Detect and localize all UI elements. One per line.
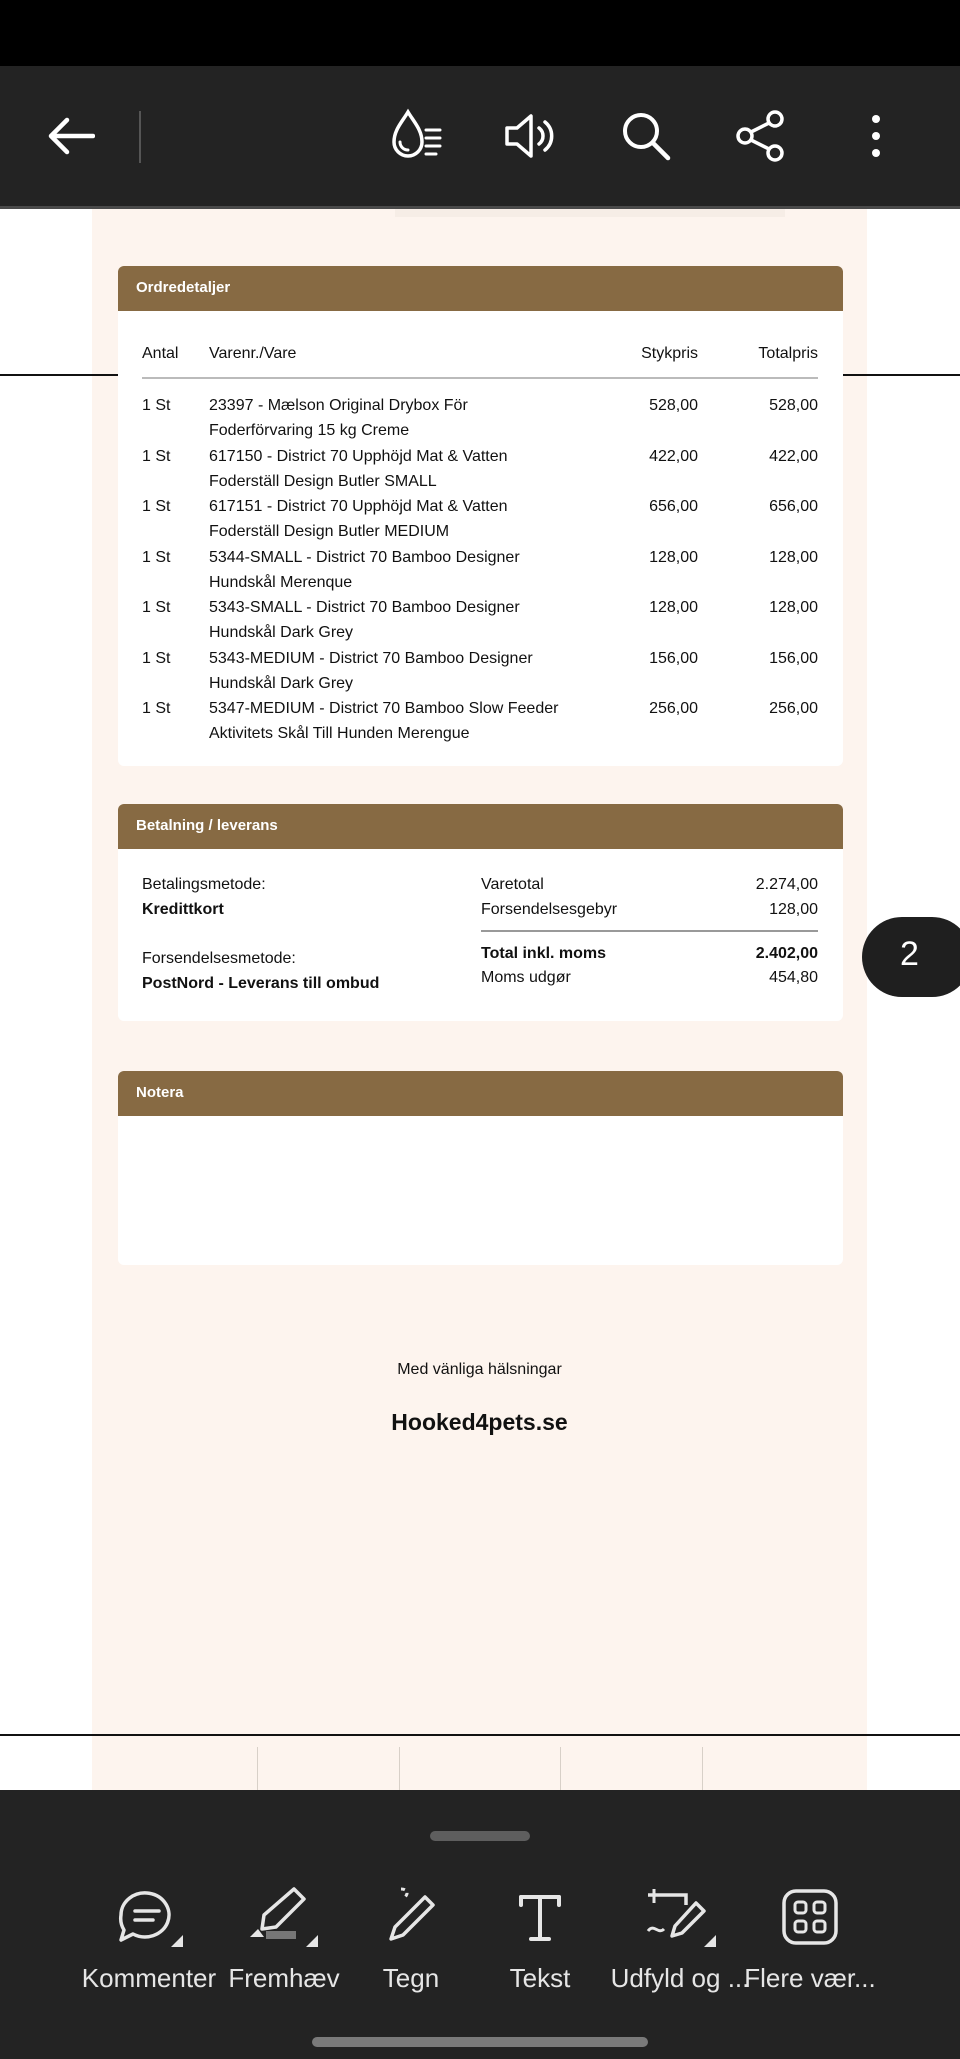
payment-method-value: Kredittkort	[142, 901, 224, 918]
order-row-item-line2: Hundskål Dark Grey	[209, 674, 354, 692]
tool-comment-label: Kommenter	[81, 1963, 217, 1993]
order-row-total-price: 256,00	[769, 700, 818, 717]
more-tools-icon	[735, 1885, 885, 1949]
order-row-item-line1: 5347-MEDIUM - District 70 Bamboo Slow Feeder	[209, 700, 559, 717]
drawer-handle[interactable]	[430, 1831, 530, 1841]
col-unit-price: Stykpris	[641, 345, 698, 362]
total-value: 2.402,00	[755, 945, 818, 962]
order-row-item-line1: 617150 - District 70 Upphöjd Mat & Vatten	[209, 447, 508, 465]
tool-draw[interactable]	[336, 1885, 486, 2005]
order-row-item-line1: 5343-SMALL - District 70 Bamboo Designer	[209, 599, 520, 616]
home-indicator[interactable]	[312, 2037, 648, 2047]
draw-icon	[336, 1885, 486, 1949]
col-qty: Antal	[142, 345, 179, 362]
order-row-qty: 1 St	[142, 700, 171, 717]
tool-more[interactable]	[735, 1885, 885, 2005]
tool-fill-sign[interactable]	[605, 1885, 755, 2005]
order-row-total-price: 422,00	[769, 447, 818, 465]
order-row-total-price: 128,00	[769, 599, 818, 616]
order-row-unit-price: 156,00	[649, 649, 698, 667]
order-row-item-line2: Aktivitets Skål Till Hunden Merengue	[209, 725, 470, 742]
payment-card	[118, 804, 843, 1021]
order-row-item-line2: Foderförvaring 15 kg Creme	[209, 422, 410, 439]
order-row-item-line2: Foderställ Design Butler SMALL	[209, 472, 437, 490]
page-edge	[395, 209, 785, 217]
order-row-unit-price: 128,00	[649, 599, 698, 616]
read-aloud-icon[interactable]	[491, 96, 571, 176]
header-underline	[142, 377, 818, 379]
subtotal-label: Varetotal	[481, 876, 544, 893]
page-number-badge[interactable]: 2	[862, 917, 960, 997]
status-bar	[0, 0, 960, 66]
order-row-unit-price: 656,00	[649, 498, 698, 515]
shipping-method-label: Forsendelsesmetode:	[142, 950, 296, 967]
order-row-total-price: 656,00	[769, 498, 818, 515]
order-row-unit-price: 528,00	[649, 397, 698, 414]
order-row-qty: 1 St	[142, 397, 171, 414]
order-row-item-line1: 5343-MEDIUM - District 70 Bamboo Designer	[209, 649, 533, 667]
order-row-item-line1: 5344-SMALL - District 70 Bamboo Designer	[209, 548, 520, 566]
order-row-unit-price: 422,00	[649, 447, 698, 465]
vat-value: 454,80	[769, 969, 818, 986]
search-icon[interactable]	[606, 96, 686, 176]
order-row-item-line2: Foderställ Design Butler MEDIUM	[209, 523, 450, 540]
page-separator-bottom	[0, 1734, 960, 1736]
order-details-header: Ordredetaljer	[118, 266, 843, 311]
document-viewport[interactable]	[0, 209, 960, 1790]
order-row-total-price: 156,00	[769, 649, 818, 667]
notes-card	[118, 1071, 843, 1265]
order-row-total-price: 528,00	[769, 397, 818, 414]
shipping-fee-value: 128,00	[769, 901, 818, 918]
order-row-total-price: 128,00	[769, 548, 818, 566]
back-arrow-icon[interactable]	[30, 96, 110, 176]
order-row-qty: 1 St	[142, 498, 171, 515]
subtotal-value: 2.274,00	[755, 876, 818, 893]
order-row-item-line2: Hundskål Dark Grey	[209, 624, 354, 641]
shipping-fee-label: Forsendelsesgebyr	[481, 901, 618, 918]
totals-divider	[481, 930, 818, 932]
tool-draw-label: Tegn	[382, 1963, 440, 1993]
fill-sign-icon	[605, 1885, 755, 1949]
footer-greeting: Med vänliga hälsningar	[397, 1361, 562, 1378]
order-row-qty: 1 St	[142, 649, 171, 667]
next-page-edge	[92, 1737, 867, 1790]
top-toolbar	[0, 66, 960, 206]
bottom-toolbar	[0, 1790, 960, 2059]
liquid-mode-icon[interactable]	[376, 96, 456, 176]
payment-header: Betalning / leverans	[118, 804, 843, 849]
order-row-unit-price: 128,00	[649, 548, 698, 566]
order-row-unit-price: 256,00	[649, 700, 698, 717]
payment-method-label: Betalingsmetode:	[142, 876, 266, 893]
tool-text[interactable]	[465, 1885, 615, 2005]
vat-label: Moms udgør	[481, 969, 571, 986]
order-row-qty: 1 St	[142, 548, 171, 566]
tool-fill-sign-label: Udfyld og ...	[610, 1963, 750, 1993]
comment-icon	[74, 1885, 224, 1949]
share-icon[interactable]	[721, 96, 801, 176]
col-total-price: Totalpris	[758, 345, 818, 362]
tool-text-label: Tekst	[509, 1963, 571, 1993]
order-row-qty: 1 St	[142, 447, 171, 465]
tool-comment[interactable]	[74, 1885, 224, 2005]
order-details-card	[118, 266, 843, 766]
order-row-qty: 1 St	[142, 599, 171, 616]
toolbar-divider	[139, 111, 141, 163]
order-row-item-line2: Hundskål Merenque	[209, 573, 353, 591]
order-row-item-line1: 617151 - District 70 Upphöjd Mat & Vatten	[209, 498, 508, 515]
col-item: Varenr./Vare	[209, 345, 297, 362]
tool-more-label: Flere vær...	[744, 1963, 876, 1993]
footer-brand: Hooked4pets.se	[391, 1409, 568, 1435]
more-icon[interactable]	[836, 96, 916, 176]
notes-header: Notera	[118, 1071, 843, 1116]
total-label: Total inkl. moms	[481, 945, 607, 962]
tool-highlight-label: Fremhæv	[228, 1963, 340, 1993]
order-row-item-line1: 23397 - Mælson Original Drybox För	[209, 397, 468, 414]
text-icon	[465, 1885, 615, 1949]
shipping-method-value: PostNord - Leverans till ombud	[142, 975, 380, 992]
